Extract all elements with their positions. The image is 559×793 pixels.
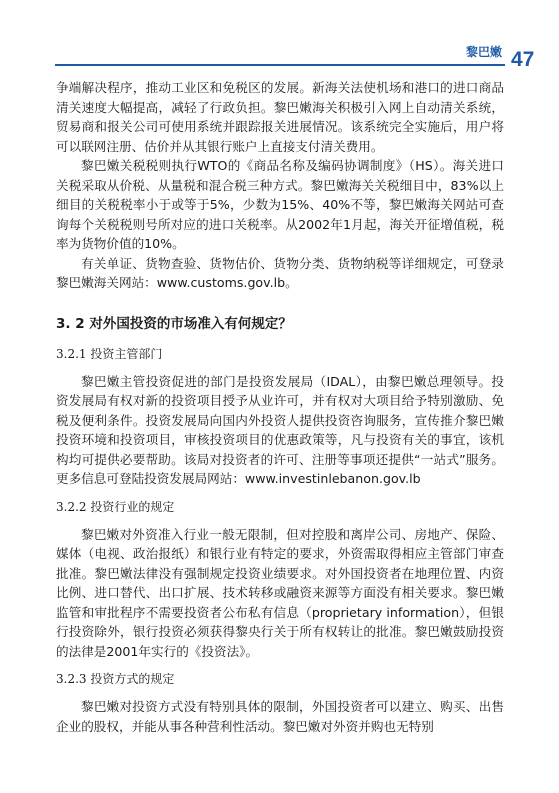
body-paragraph: 黎巴嫩对外资准入行业一般无限制，但对控股和离岸公司、房地产、保险、媒体（电视、政治报纸）和银行业有特定的要求，外资需取得相应主管部门审查批准。黎巴嫩法律没有强制规定投资业绩要求。对外国投资者在地理位置、内资比例、进口替代、出口扩展、技术转移或融资来源等方面没有相关要求。黎巴嫩监管和审批程序不需要投资者公布私有信息（proprietary information），但银行投资除外，银行投资必须获得黎央行关于所有权转让的批准。黎巴嫩鼓励投资的法律是2001年实行的《投资法》。 <box>56 526 504 659</box>
page-number: 47 <box>511 48 535 71</box>
header-country: 黎巴嫩 <box>466 45 503 59</box>
section-heading: 3. 2 对外国投资的市场准入有何规定？ <box>56 315 292 332</box>
body-paragraph: 黎巴嫩对投资方式没有特别具体的限制，外国投资者可以建立、购买、出售企业的股权，并能从事各种营利性活动。黎巴嫩对外资并购也无特别 <box>56 699 504 734</box>
page-body <box>56 78 504 736</box>
body-paragraph: 黎巴嫩主管投资促进的部门是投资发展局（IDAL），由黎巴嫩总理领导。投资发展局有权对新的投资项目授予从业许可，并有权对大项目给予特别激励、免税及便利条件。投资发展局向国内外投资人提供投资咨询服务，宣传推介黎巴嫩投资环境和投资项目，审核投资项目的优惠政策等，凡与投资有关的事宜，该机构均可提供必要帮助。该局对投资者的许可、注册等事项还提供“一站式”服务。更多信息可登陆投资发展局网站：www.investinlebanon.gov.lb <box>56 373 504 486</box>
body-paragraph: 争端解决程序，推动工业区和免税区的发展。新海关法使机场和港口的进口商品清关速度大幅提高，减轻了行政负担。黎巴嫩海关积极引入网上自动清关系统，贸易商和报关公司可使用系统并跟踪报关进展情况。该系统完全实施后，用户将可以联网注册、估价并从其银行账户上直接支付清关费用。 <box>56 80 504 154</box>
subsection-heading: 3.2.1 投资主管部门 <box>56 346 163 361</box>
subsection-heading: 3.2.3 投资方式的规定 <box>56 672 175 686</box>
header-rule <box>55 64 505 66</box>
body-paragraph: 黎巴嫩关税税则执行WTO的《商品名称及编码协调制度》（HS）。海关进口关税采取从价税、从量税和混合税三种方式。黎巴嫩海关关税细目中，83%以上细目的关税税率小于或等于5%，少数为15%、40%不等，黎巴嫩海关网站可查询每个关税税则号所对应的进口关税率。从2002年1月起，海关开征增值税，税率为货物价值的10%。 <box>56 158 504 251</box>
body-paragraph: 有关单证、货物查验、货物估价、货物分类、货物纳税等详细规定，可登录黎巴嫩海关网站：www.customs.gov.lb。 <box>56 255 504 290</box>
subsection-heading: 3.2.2 投资行业的规定 <box>56 499 175 514</box>
